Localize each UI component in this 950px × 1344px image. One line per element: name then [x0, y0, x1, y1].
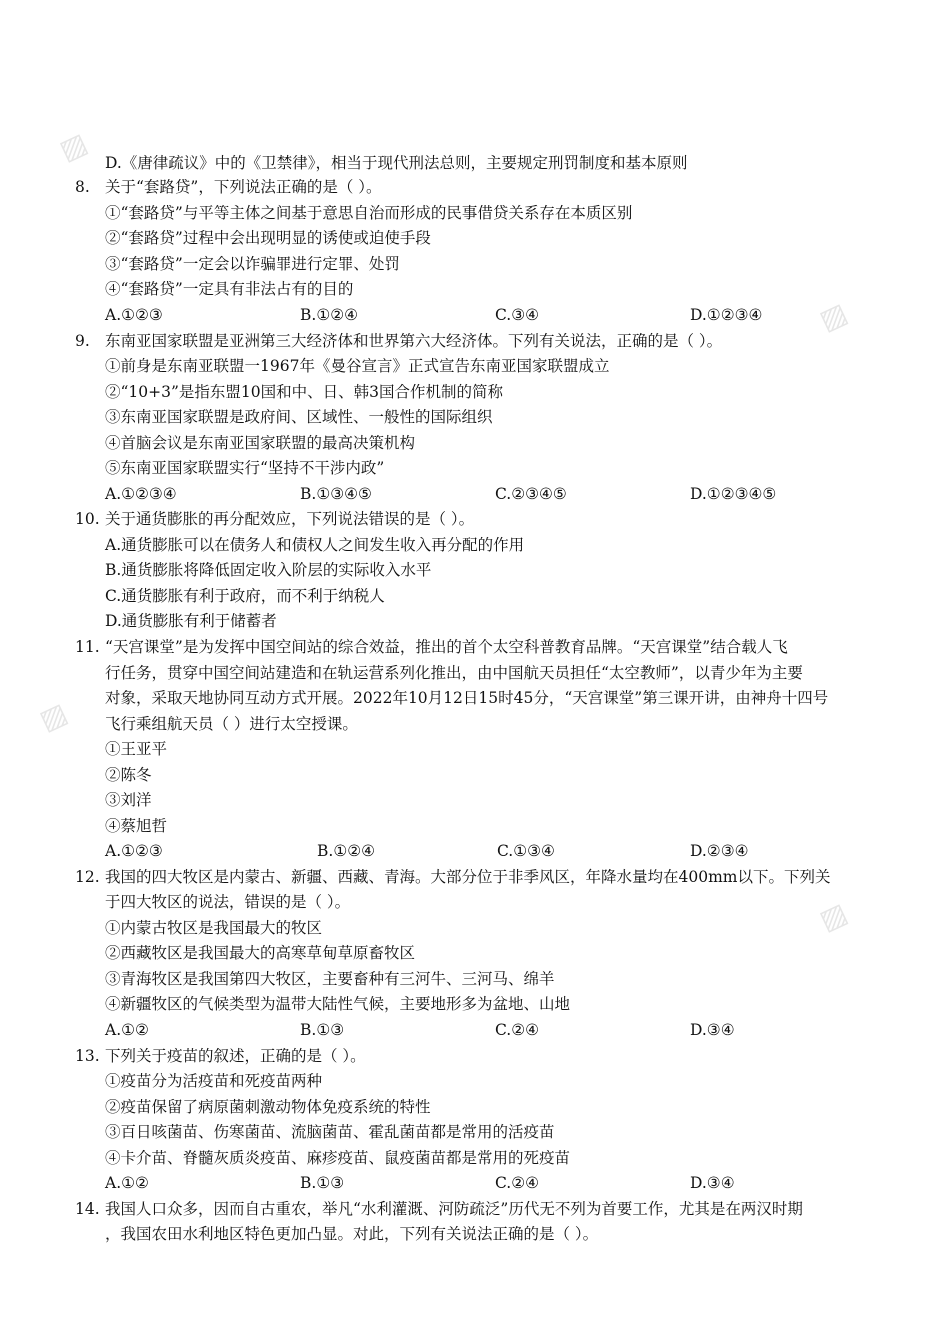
question-stem: 下列关于疫苗的叙述，正确的是（ ）。: [105, 1047, 366, 1065]
statement-item: ③百日咳菌苗、伤寒菌苗、流脑菌苗、霍乱菌苗都是常用的活疫苗: [105, 1123, 555, 1141]
question-stem-line: ，我国农田水利地区特色更加凸显。对此，下列有关说法正确的是（ ）。: [105, 1225, 599, 1243]
statement-item: ①疫苗分为活疫苗和死疫苗两种: [105, 1072, 323, 1090]
statement-item: ①“套路贷”与平等主体之间基于意思自治而形成的民事借贷关系存在本质区别: [105, 204, 633, 222]
answer-options: [105, 840, 905, 862]
question-stem-line: “天宫课堂”是为发挥中国空间站的综合效益，推出的首个太空科普教育品牌。“天宫课堂”结合载人飞: [105, 638, 788, 656]
question-number: 14.: [75, 1200, 100, 1218]
option-a: A.①②③: [105, 842, 163, 860]
statement-item: ③“套路贷”一定会以诈骗罪进行定罪、处罚: [105, 255, 400, 273]
question-stem: 关于通货膨胀的再分配效应，下列说法错误的是（ ）。: [105, 510, 475, 528]
question-stem-line: 于四大牧区的说法，错误的是（ ）。: [105, 893, 351, 911]
question-number: 11.: [75, 638, 100, 656]
choice-a: A.通货膨胀可以在债务人和债权人之间发生收入再分配的作用: [105, 536, 525, 554]
option-d: D.③④: [690, 1021, 735, 1039]
answer-options: [105, 1172, 905, 1194]
option-b: B.①③④⑤: [300, 485, 372, 503]
option-c: C.③④: [495, 306, 540, 324]
watermark-mark: ▨: [814, 295, 853, 338]
answer-options: [105, 304, 905, 326]
choice-d: D.通货膨胀有利于储蓄者: [105, 612, 277, 630]
statement-item: ①内蒙古牧区是我国最大的牧区: [105, 919, 323, 937]
watermark-mark: ▨: [814, 895, 853, 938]
option-a: A.①②③④: [105, 485, 177, 503]
question-stem-line: 行任务，贯穿中国空间站建造和在轨运营系列化推出，由中国航天员担任“太空教师”，以青少年为主要: [105, 664, 803, 682]
statement-item: ②陈冬: [105, 766, 152, 784]
question-number: 13.: [75, 1047, 100, 1065]
watermark-mark: ▨: [54, 125, 93, 168]
option-c: C.②④: [495, 1021, 540, 1039]
option-c: C.②③④⑤: [495, 485, 567, 503]
option-a: A.①②: [105, 1174, 149, 1192]
statement-item: ①王亚平: [105, 740, 168, 758]
option-b: B.①②④: [317, 842, 376, 860]
question-number: 8.: [75, 178, 90, 196]
option-d: D.②③④: [690, 842, 749, 860]
option-d: D.①②③④⑤: [690, 485, 777, 503]
question-stem: 东南亚国家联盟是亚洲第三大经济体和世界第六大经济体。下列有关说法，正确的是（ ）。: [105, 332, 723, 350]
question-number: 12.: [75, 868, 100, 886]
statement-item: ④新疆牧区的气候类型为温带大陆性气候，主要地形多为盆地、山地: [105, 995, 571, 1013]
statement-item: ③东南亚国家联盟是政府间、区域性、一般性的国际组织: [105, 408, 493, 426]
statement-item: ④“套路贷”一定具有非法占有的目的: [105, 280, 354, 298]
answer-options: [105, 483, 905, 505]
statement-item: ③刘洋: [105, 791, 152, 809]
question-stem-line: 我国的四大牧区是内蒙古、新疆、西藏、青海。大部分位于非季风区，年降水量均在400mm以下。下列关: [105, 868, 831, 886]
answer-options: [105, 1019, 905, 1041]
watermark-mark: ▨: [34, 695, 73, 738]
question-number: 9.: [75, 332, 90, 350]
option-d: D.③④: [690, 1174, 735, 1192]
question-stem-line: 飞行乘组航天员（ ）进行太空授课。: [105, 715, 358, 733]
statement-item: ②疫苗保留了病原菌刺激动物体免疫系统的特性: [105, 1098, 431, 1116]
statement-item: ②西藏牧区是我国最大的高寒草甸草原畜牧区: [105, 944, 416, 962]
choice-b: B.通货膨胀将降低固定收入阶层的实际收入水平: [105, 561, 432, 579]
option-c: C.②④: [495, 1174, 540, 1192]
statement-item: ④首脑会议是东南亚国家联盟的最高决策机构: [105, 434, 416, 452]
option-c: C.①③④: [497, 842, 555, 860]
statement-item: ⑤东南亚国家联盟实行“坚持不干涉内政”: [105, 459, 385, 477]
question-stem: 关于“套路贷”，下列说法正确的是（ ）。: [105, 178, 382, 196]
question-stem-line: 对象，采取天地协同互动方式开展。2022年10月12日15时45分，“天宫课堂”第三课开讲，由神舟十四号: [105, 689, 829, 707]
option-a: A.①②: [105, 1021, 149, 1039]
statement-item: ③青海牧区是我国第四大牧区，主要畜种有三河牛、三河马、绵羊: [105, 970, 555, 988]
question-number: 10.: [75, 510, 100, 528]
option-b: B.①③: [300, 1174, 345, 1192]
question-stem-line: 我国人口众多，因而自古重农，举凡“水利灌溉、河防疏泛”历代无不列为首要工作，尤其是在两汉时期: [105, 1200, 803, 1218]
option-d: D.①②③④: [690, 306, 763, 324]
choice-c: C.通货膨胀有利于政府，而不利于纳税人: [105, 587, 385, 605]
statement-item: ④卡介苗、脊髓灰质炎疫苗、麻疹疫苗、鼠疫菌苗都是常用的死疫苗: [105, 1149, 571, 1167]
option-a: A.①②③: [105, 306, 163, 324]
option-b: B.①③: [300, 1021, 345, 1039]
statement-item: ④蔡旭哲: [105, 817, 168, 835]
option-b: B.①②④: [300, 306, 359, 324]
prev-question-option-d: D.《唐律疏议》中的《卫禁律》，相当于现代刑法总则，主要规定刑罚制度和基本原则: [105, 154, 688, 172]
statement-item: ②“10+3”是指东盟10国和中、日、韩3国合作机制的简称: [105, 383, 504, 401]
statement-item: ②“套路贷”过程中会出现明显的诱使或迫使手段: [105, 229, 431, 247]
statement-item: ①前身是东南亚联盟一1967年《曼谷宣言》正式宣告东南亚国家联盟成立: [105, 357, 610, 375]
